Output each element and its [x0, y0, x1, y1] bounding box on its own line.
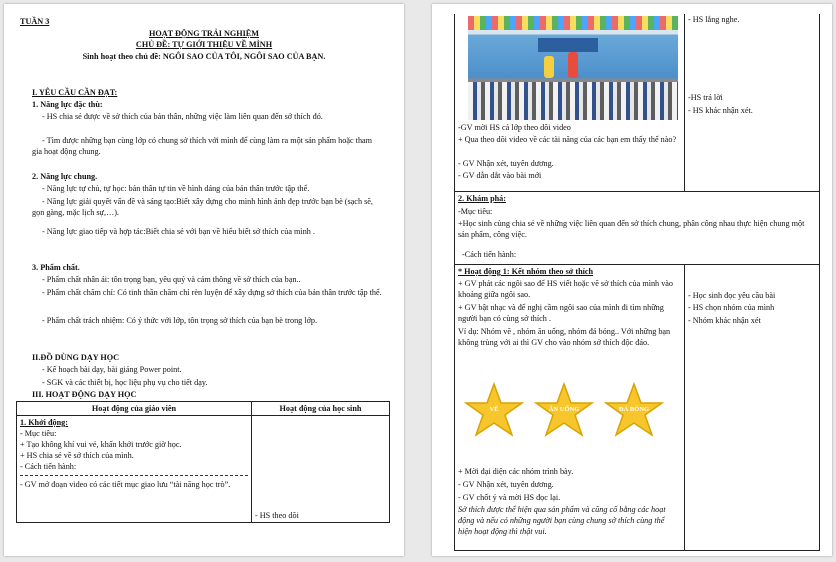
student-text: - HS chọn nhóm của mình: [688, 303, 775, 312]
subtopic-title: Sinh hoạt theo chủ đề: NGÔI SAO CỦA TÔI, NGÔI SAO CỦA BẠN.: [82, 52, 326, 61]
cell-text: - GV Nhận xét, tuyên dương.: [458, 159, 554, 168]
activity-table: [16, 401, 390, 523]
activity-1-heading: * Hoạt động 1: Kết nhóm theo sở thích: [458, 267, 594, 276]
cell-text: - Cách tiến hành:: [20, 461, 248, 476]
star-eating-icon: ĂN UỐNG: [534, 382, 594, 438]
paragraph: - Kế hoạch bài dạy, bài giảng Power point.: [42, 365, 182, 374]
student-text: - Học sinh đọc yêu cầu bài: [688, 291, 776, 300]
paragraph: - HS chia sẻ được về sở thích của bản thân, những việc làm liên quan đến sở thích đó.: [42, 112, 323, 121]
subsection-1-1: 1. Năng lực đặc thù:: [32, 100, 103, 109]
student-text: - HS lắng nghe.: [688, 15, 740, 24]
column-divider: [684, 264, 685, 551]
left-page: [4, 4, 404, 556]
paragraph: - Phẩm chất nhân ái: tôn trọng bạn, yêu quý và cảm thông về sở thích của bạn..: [42, 275, 301, 284]
cell-text: - GV mở đoạn video có các tiết mục giao lưu “tài năng học trò”.: [20, 480, 231, 489]
star-football-icon: ĐÁ BÓNG: [604, 382, 664, 438]
subsection-1-2: 2. Năng lực chung.: [32, 172, 98, 181]
paragraph: - Năng lực giải quyết vấn đề và sáng tạo:Biết xây dựng cho mình hình ảnh đẹp trước bạn bè (sạch sẽ, gọn gàng, mặc lịch sự,…).: [32, 197, 373, 217]
paragraph: - Phẩm chất trách nhiệm: Có ý thức với lớp, tôn trọng sở thích của bạn bè trong lớp.: [42, 316, 318, 325]
doc-title: HOẠT ĐỘNG TRẢI NGHIỆM: [148, 29, 259, 38]
cell-text: Ví dụ: Nhóm vẽ , nhóm ăn uống, nhóm đá bóng.. Với những bạn không trùng với ai thì GV cho vào nhóm sở thích độc đáo.: [458, 327, 671, 347]
cell-text: + GV phát các ngôi sao để HS viết hoặc vẽ sở thích của mình vào khoảng giữa ngôi sao.: [458, 279, 674, 299]
cell-text: -Mục tiêu:: [458, 207, 493, 216]
paragraph: - Phẩm chất chăm chỉ: Có tinh thần chăm chỉ rèn luyện để xây dựng sở thích của bản thân trước tập thể.: [42, 288, 382, 297]
student-text: - HS khác nhận xét.: [688, 106, 753, 115]
cell-text: + Tạo không khí vui vẻ, khấn khởi trước giờ học.: [20, 440, 182, 449]
paragraph: - Tìm được những bạn cùng lớp có chung sở thích với mình để cùng làm ra một sản phẩm hoặc tham gia hoạt động chung.: [32, 136, 373, 156]
section-1-heading: I. YÊU CẦU CẦN ĐẠT:: [32, 88, 118, 97]
topic-title: CHỦ ĐỀ: TỰ GIỚI THIỆU VỀ MÌNH: [135, 40, 273, 49]
cell-text: + GV bật nhạc và để nghị cầm ngôi sao của mình đi tìm những người bạn có cùng sở thích .: [458, 303, 664, 323]
right-page: [432, 4, 832, 556]
subsection-1-3: 3. Phẩm chất.: [32, 263, 80, 272]
summary-note: Sở thích được thể hiện qua sản phẩm và cũng cố bằng các hoạt động và nếu có những người bạn cùng chung sở thích cùng thể hiện hoạt động thì thật vui.: [458, 505, 666, 536]
cell-text: + HS chia sẻ về sở thích của mình.: [20, 451, 134, 460]
section-3-heading: III. HOẠT ĐỘNG DẠY HỌC: [32, 390, 137, 399]
row-divider: [454, 191, 819, 192]
cell-text: -GV mời HS cả lớp theo dõi video: [458, 123, 571, 132]
header-student: Hoạt động của học sinh: [252, 402, 390, 416]
cell-text: + Mời đại diện các nhóm trình bày.: [458, 467, 574, 476]
star-draw-icon: VẼ: [464, 382, 524, 438]
explore-heading: 2. Khám phá:: [458, 194, 506, 203]
cell-text: +Học sinh cùng chia sẻ về những việc liên quan đến sở thích chung, phân công nhau thực hiện chung một sản phẩm, công việc.: [458, 219, 805, 239]
classroom-video-image: [468, 16, 678, 120]
cell-text: - HS theo dõi: [255, 511, 299, 520]
cell-text: - GV Nhận xét, tuyên dương.: [458, 480, 554, 489]
week-label: TUẦN 3: [20, 17, 50, 26]
row-divider: [454, 264, 819, 265]
cell-text: - Mục tiêu:: [20, 429, 57, 438]
table-cell-teacher: [17, 416, 252, 523]
student-text: - Nhóm khác nhận xét: [688, 316, 761, 325]
header-teacher: Hoạt động của giáo viên: [17, 402, 252, 416]
cell-text: -Cách tiến hành:: [462, 250, 517, 259]
paragraph: - Năng lực giao tiếp và hợp tác:Biết chia sẻ với bạn về hiểu biết sở thích của mình .: [42, 227, 315, 236]
cell-text: - GV chốt ý và mời HS đọc lại.: [458, 493, 561, 502]
student-text: -HS trả lời: [688, 93, 723, 102]
section-2-heading: II.ĐỒ DÙNG DẠY HỌC: [32, 353, 120, 362]
cell-text: - GV dẫn dắt vào bài mới: [458, 171, 542, 180]
paragraph: - Năng lực tự chủ, tự học: bản thân tự tin về hình dáng của bản thân trước tập thể.: [42, 184, 310, 193]
paragraph: - SGK và các thiết bị, học liệu phụ vụ cho tiết dạy.: [42, 378, 208, 387]
table-cell-student: [252, 416, 390, 523]
cell-text: + Qua theo dõi video về các tài năng của các bạn em thấy thế nào?: [458, 135, 677, 144]
column-divider: [684, 14, 685, 191]
warmup-heading: 1. Khởi động:: [20, 418, 68, 427]
